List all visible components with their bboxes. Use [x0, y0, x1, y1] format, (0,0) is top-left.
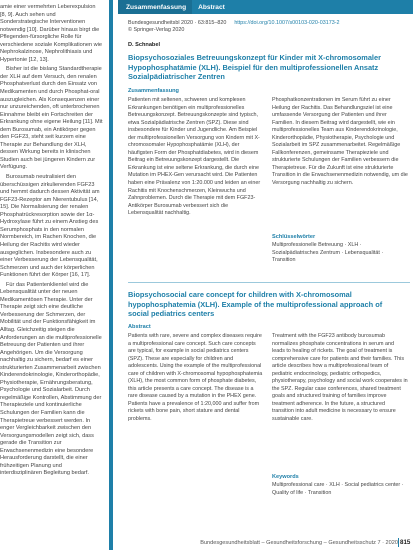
german-title: Biopsychosoziales Betreuungskonzept für Kinder mit X-chromosomaler Hypophosphatämie (XLH). Beispiel für den multiprofessionellen Ansatz Sozialpädiatrischer Zentren — [128, 53, 381, 81]
doi-link[interactable]: https://doi.org/10.1007/s00103-020-03173-2 — [234, 20, 340, 26]
english-abstract-col2: Treatment with the FGF23 antibody burosumab normalizes phosphate concentrations in serum and leads to healing of rickets. The goal of treatment is comprehensive care for patients and their families. This article describes how a multiprofessional team of pediatric endocrinology, pediatric orthopedics, physiotherapy, psychology and social work cooperates in the SPZ. Regular case conferences, shared treatment goals and structured training of families improve treatment adherence. In the future, a structured transition into adult medicine is necessary to ensure sustainable care. — [272, 333, 408, 423]
footer-separator — [398, 538, 399, 547]
abstract-header-bar — [118, 0, 413, 14]
journal-footer: Bundesgesundheitsblatt – Gesundheitsforschung – Gesundheitsschutz 7 · 2020 — [200, 540, 398, 546]
left-paragraph-1: amie einer vermehrten Leberexpulsion [8, 9]. Auch sehen und Sonderstrategische Interventionen notwendig [10]. Darüber hinaus birgt die Pflegenden-fürsorgliche Rolle für verschiedene soziale Komplikationen wie Nephrokalzinose, Nephrolithiasis und Hypertonie [12, 13]. — [0, 4, 102, 63]
left-column-text — [0, 4, 103, 536]
english-keywords: Multiprofessional care · XLH · Social pediatrics center · Quality of life · Transition — [272, 482, 404, 496]
german-summary-col2: Phosphatkonzentrationen im Serum führt zu einer Heilung der Rachitis. Das Behandlungsziel ist eine umfassende Versorgung der Patienten und ihrer Familien. In diesem Beitrag wird dargestellt, wie ein multiprofessionelles Team aus Kinderendokrinologie, Kinderorthopädie, Physiotherapie, Psychologie und Sozialarbeit im SPZ zusammenarbeitet. Regelmäßige Fallkonferenzen, gemeinsame Therapieziele und strukturierte Schulungen der Familien verbessern die Therapietreue. Für die Zukunft ist eine strukturierte Transition in die Erwachsenenmedizin notwendig, um die Versorgung nachhaltig zu sichern. — [272, 97, 408, 187]
left-paragraph-3: Burosumab neutralisiert den überschüssigen zirkulierenden FGF23 und hemmt dadurch dessen Aktivität am FGF23-Rezeptor am Nierentubulus [14, 15]. Die Normalisierung der renalen Phosphatrückresorption sowie der 1α-Hydroxylase führt zu einem Anstieg des Serumphosphats in den normalen Normbereich, im Rachen Knochen, die Heilung der Rachitis wird wieder ausgeglichen. Insbesondere auch zu einer Verbesserung der Lebensqualität, Schmerzen und auch der körperlichen Funktionen führt der Körper [16, 17]. — [0, 174, 100, 279]
section-rule — [128, 282, 410, 283]
english-keywords-label: Keywords — [272, 474, 299, 480]
tab-zusammenfassung[interactable]: Zusammenfassung — [118, 0, 192, 14]
page-number: 815 — [400, 539, 411, 546]
abstract-heading: Abstract — [128, 324, 151, 330]
citation-line: Bundesgesundheitsbl 2020 · 63:815–820 — [128, 20, 227, 26]
german-keywords: Multiprofessionelle Betreuung · XLH · Sozialpädiatrisches Zentrum · Lebensqualität · Transition — [272, 242, 384, 264]
english-abstract-col1: Patients with rare, severe and complex diseases require a multiprofessional care concept. Such care concepts are typical, for example in social pediatrics centers (SPZ). These are especially for children and adolescents. Using the example of the multiprofessional care of children with X-chromosomal hypophosphatemia (XLH), the most common form of phosphate diabetes, this article presents a care concept. The disease is a rare disease caused by a mutation in the PHEX gene. Patients have a prevalence of 1:20,000 and suffer from rickets with bone pain, short stature and dental problems. — [128, 333, 263, 423]
english-title: Biopsychosocial care concept for children with X-chromosomal hypophosphatemia (XLH). Example of the multiprofessional approach of social pediatrics centers — [128, 290, 383, 318]
left-paragraph-2: Bisher ist die bislang Standardtherapie der XLH auf dem Versuch, den renalen Phosphatverlust durch den Einsatz von Medikamenten und durch Phosphat-oral auszugleichen. Als Konsequenzen einer nur unzureichenden, oft unterbrochenen Einnahme bleibt ein Fortschreiten der Erkrankung ohne eigene Heilung [11]. Mit dem Burosumab, ein Antikörper gegen den FGF23, steht seit kurzem eine Therapie zur Behandlung der XLH, dessen Wirkung bereits in klinischen Studien auch bei jüngeren Kindern zur Verfügung. — [0, 66, 103, 171]
author-name: D. Schnabel — [128, 42, 161, 48]
summary-heading: Zusammenfassung — [128, 88, 179, 94]
tab-abstract[interactable]: Abstract — [198, 3, 225, 11]
left-paragraph-4: Für das Patientenklientel wird die Lebensqualität unter der neuen Medikamentösen Therapie. Unter der Therapie zeigt sich eine deutliche Verbesserung der Schmerzen, der Mobilität und der Funktionsfähigkeit im Alltag. Gleichzeitig steigen die Anforderungen an die multiprofessionelle Betreuung der Patienten und ihrer Angehörigen. Um die Versorgung nachhaltig zu sichern, bedarf es einer strukturierten Zusammenarbeit zwischen Kinderendokrinologie, Kinderorthopädie, Physiotherapie, Ernährungsberatung, Psychologie und Sozialarbeit. Durch regelmäßige Kontrollen, Abstimmung der Therapieziele und kontinuierliche Schulungen der Familien kann die Therapietreue verbessert werden. In enger Vergleichbarkeit zwischen den Versorgungsmodellen zeigt sich, dass gerade die Transition zur Erwachsenenmedizin eine besondere Herausforderung darstellt, die einer frühzeitigen Planung und interdisziplinären Begleitung bedarf. — [0, 281, 102, 477]
copyright-line: © Springer-Verlag 2020 — [128, 27, 185, 33]
citation-meta — [128, 20, 410, 34]
german-keywords-label: Schlüsselwörter — [272, 234, 316, 240]
german-summary-col1: Patienten mit seltenen, schweren und komplexen Erkrankungen benötigen ein multiprofessionelles Betreuungskonzept. Betreuungskonzepte sind typisch, etwa Sozialpädiatrische Zentren (SPZ). Diese sind insbesondere für Kinder und Jugendliche. Am Beispiel der multiprofessionellen Versorgung von Kindern mit X-chromosomaler Hypophosphatämie (XLH), der häufigsten Form der Phosphatdiabetes, wird in diesem Beitrag ein Betreuungskonzept dargestellt. Die Erkrankung ist eine seltene Erkrankung, die durch eine Mutation im PHEX-Gen verursacht wird. Die Patienten haben eine Prävalenz von 1:20.000 und leiden an einer Rachitis mit Knochenschmerzen, Kleinwuchs und Zahnproblemen. Durch die Therapie mit dem FGF23-Antikörper Burosumab verbessert sich die Lebensqualität nachhaltig. — [128, 97, 261, 217]
section-divider-bar — [109, 0, 113, 550]
